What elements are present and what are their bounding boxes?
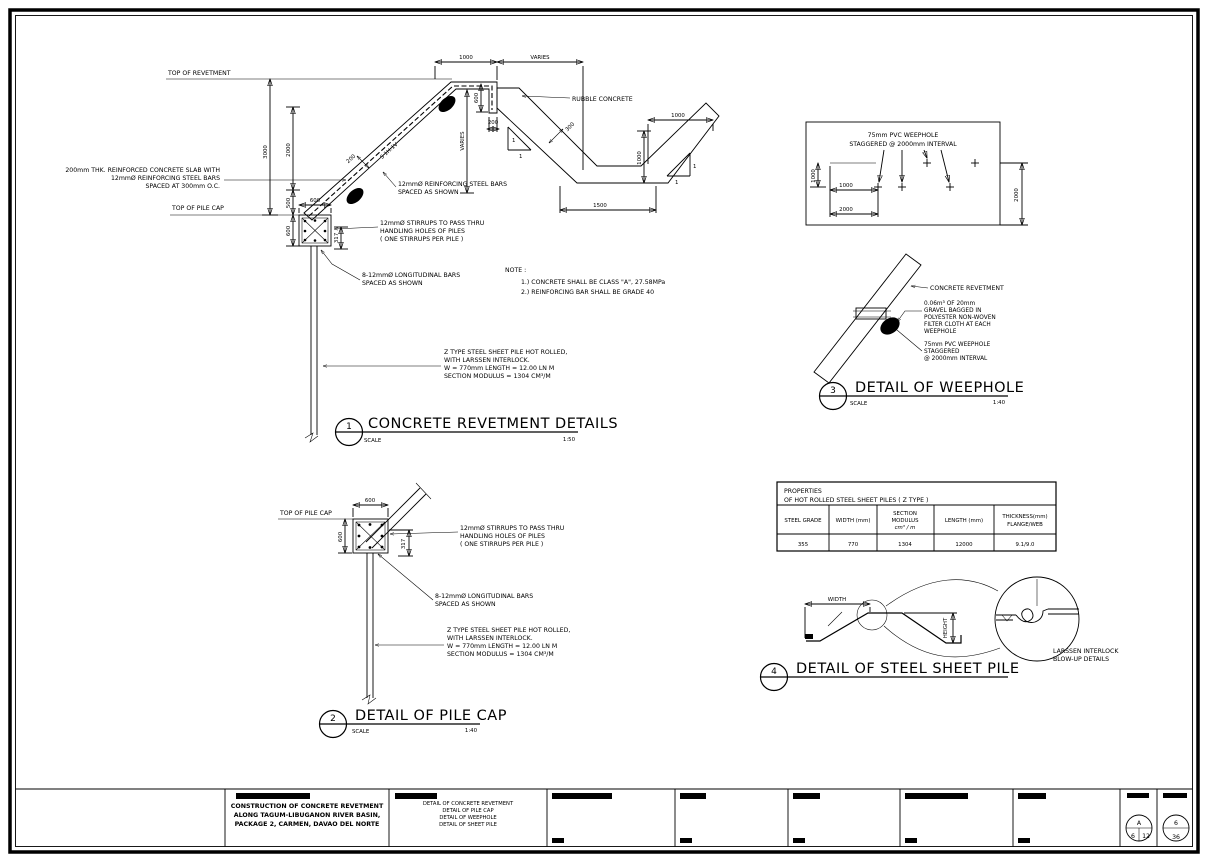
- stirrup-note-3: ( ONE STIRRUPS PER PILE ): [380, 236, 464, 243]
- d2-stirrup-2: HANDLING HOLES OF PILES: [460, 533, 545, 540]
- cell-length: 12000: [955, 542, 973, 548]
- dim-right-1000-top: 1000: [671, 113, 685, 119]
- project-title-2: ALONG TAGUM-LIBUGANON RIVER BASIN,: [233, 812, 381, 819]
- left-dimension-chain: [262, 79, 300, 246]
- rebar-note-leader: [383, 172, 396, 187]
- pile-note-2: WITH LARSSEN INTERLOCK.: [444, 357, 530, 364]
- d3-pipe-3: @ 2000mm INTERVAL: [924, 356, 988, 362]
- rebar-note-2: SPACED AS SHOWN: [398, 189, 459, 196]
- note-item-1: 1.) CONCRETE SHALL BE CLASS "A", 27.58MPa: [521, 279, 666, 286]
- d2-dim-600h: 600: [338, 531, 344, 543]
- dim-wall-200: 200: [487, 120, 499, 126]
- stirrup-note-2: HANDLING HOLES OF PILES: [380, 228, 465, 235]
- slope-1v-left: 1: [512, 138, 516, 144]
- d2-pile-break-symbol: [362, 695, 376, 704]
- weephole-marks: [874, 159, 979, 191]
- d3-gravel-5: WEEPHOLE: [924, 329, 957, 335]
- dim-rubble-300: 300: [564, 121, 577, 134]
- d2-pile-note-4: SECTION MODULUS = 1304 CM³/M: [447, 651, 554, 658]
- dim-wall-600: 600: [474, 92, 480, 104]
- detail-3-scale-value: 1:40: [992, 400, 1005, 406]
- detail-3-weephole: [814, 254, 1024, 410]
- slab-note-3: SPACED AT 300mm O.C.: [145, 183, 220, 190]
- dim-2000: 2000: [286, 143, 292, 157]
- d3-pipe-2: STAGGERED: [924, 349, 960, 355]
- dim-top-1000: 1000: [459, 55, 473, 61]
- d3-revetment-leader: [911, 286, 928, 288]
- detail-4-title: DETAIL OF STEEL SHEET PILE: [796, 661, 1020, 677]
- dim-1500: 1500: [593, 203, 607, 209]
- detail-1-scale-label: SCALE: [364, 438, 382, 444]
- steel-sheet-pile-section: [305, 246, 318, 442]
- detail-3-title: DETAIL OF WEEPHOLE: [855, 380, 1025, 396]
- d2-stirrup-3: ( ONE STIRRUPS PER PILE ): [460, 541, 544, 548]
- blowup-label-2: BLOW-UP DETAILS: [1053, 656, 1110, 663]
- rubble-concrete-label: RUBBLE CONCRETE: [572, 96, 633, 103]
- col-thickness-1: THICKNESS(mm): [1002, 514, 1048, 520]
- weephole-leaders: [879, 150, 949, 182]
- detail-3-scale-label: SCALE: [850, 401, 868, 407]
- left-interlock-knob: [805, 634, 813, 639]
- project-title-1: CONSTRUCTION OF CONCRETE REVETMENT: [230, 803, 384, 810]
- pile-note-3: W = 770mm LENGTH = 12.00 LN M: [444, 365, 555, 372]
- dim-varies-vertical: VARIES: [460, 131, 466, 151]
- d2-dim-600w: 600: [364, 498, 376, 504]
- weephole-plan-label-2: STAGGERED @ 2000mm INTERVAL: [849, 141, 957, 148]
- col-section-3: cm³ / m: [894, 525, 916, 531]
- slab-note-1: 200mm THK. REINFORCED CONCRETE SLAB WITH: [65, 167, 220, 174]
- pile-cap-section: [299, 215, 331, 246]
- wp-dim-2000-v: 2000: [1014, 188, 1020, 202]
- sheet-total: 36: [1172, 834, 1180, 841]
- d2-longbar-2: SPACED AS SHOWN: [435, 601, 496, 608]
- cell-width: 770: [847, 542, 859, 548]
- d3-gravel-4: FILTER CLOTH AT EACH: [924, 322, 991, 328]
- height-dim: [904, 613, 957, 643]
- width-dim: [805, 604, 870, 638]
- col-length: LENGTH (mm): [944, 518, 984, 524]
- height-label: HEIGHT: [943, 617, 949, 639]
- cap-width-dim: [299, 205, 331, 213]
- blowup-connector-bottom: [884, 626, 1000, 657]
- detail-4-steel-sheet-pile: [760, 577, 1119, 691]
- pile-note-4: SECTION MODULUS = 1304 CM³/M: [444, 373, 551, 380]
- rev-num-left: 6: [1131, 833, 1135, 840]
- pile-note-1: Z TYPE STEEL SHEET PILE HOT ROLLED,: [444, 349, 568, 356]
- weephole-plan-dims: [810, 163, 1028, 225]
- d2-sheet-pile: [362, 553, 376, 704]
- d2-pile-note-2: WITH LARSSEN INTERLOCK.: [447, 635, 533, 642]
- col-steel-grade: STEEL GRADE: [784, 518, 822, 524]
- wp-dim-1000-v: 1000: [811, 169, 817, 183]
- detail-3-number: 3: [830, 386, 836, 396]
- sheet-num: 6: [1174, 820, 1178, 827]
- d2-dim-317: 317: [401, 538, 407, 550]
- project-title-3: PACKAGE 2, CARMEN, DAVAO DEL NORTE: [234, 821, 380, 828]
- wp-dim-1000-h: 1000: [839, 183, 853, 189]
- d3-revetment-label: CONCRETE REVETMENT: [930, 285, 1004, 292]
- table-title-2: OF HOT ROLLED STEEL SHEET PILES ( Z TYPE ): [784, 497, 929, 504]
- weephole-plan-label-1: 75mm PVC WEEPHOLE: [867, 132, 939, 139]
- sheet-number-bubble: [1163, 815, 1189, 841]
- d2-pile-note-1: Z TYPE STEEL SHEET PILE HOT ROLLED,: [447, 627, 571, 634]
- title-block: [16, 789, 1193, 847]
- top-of-pile-cap-label: TOP OF PILE CAP: [172, 205, 224, 212]
- d2-pile-cap-section: [353, 519, 388, 553]
- detail-3-caption: [819, 380, 1024, 410]
- dim-cap-width: 600: [309, 198, 321, 204]
- sheet-content-1: DETAIL OF CONCRETE REVETMENT: [422, 801, 514, 807]
- blowup-connector-top: [886, 580, 998, 606]
- dim-3000: 3000: [263, 145, 269, 159]
- cell-steel-grade: 355: [797, 542, 809, 548]
- slab-thickness-arrow: [357, 156, 369, 168]
- detail-2-pile-cap: [278, 483, 570, 738]
- cell-thickness: 9.1/9.0: [1015, 542, 1035, 548]
- detail-1-title: CONCRETE REVETMENT DETAILS: [368, 416, 619, 432]
- pile-break-symbol: [305, 433, 318, 442]
- sheet-content-4: DETAIL OF SHEET PILE: [439, 822, 497, 828]
- detail-1-caption: [335, 416, 618, 446]
- d2-diagonal-pile: [366, 483, 431, 548]
- dim-500: 500: [286, 197, 292, 209]
- detail-4-number: 4: [771, 667, 777, 677]
- d3-gravel-leader: [897, 311, 922, 322]
- dim-slab-200: 200: [345, 153, 358, 165]
- rev-num-right: 12: [1142, 833, 1150, 840]
- top-dimension-chain: [435, 62, 583, 170]
- dim-top-varies: VARIES: [530, 55, 550, 61]
- detail-2-title: DETAIL OF PILE CAP: [355, 708, 507, 724]
- table-title-1: PROPERTIES: [784, 488, 822, 495]
- detail-2-caption: [319, 708, 507, 738]
- d3-gravel-3: POLYESTER NON-WOVEN: [924, 315, 996, 321]
- concrete-slab-section: [304, 82, 497, 220]
- d3-pipe-1: 75mm PVC WEEPHOLE: [924, 342, 991, 348]
- rev-letter: A: [1136, 820, 1142, 827]
- wp-dim-2000-h: 2000: [839, 207, 853, 213]
- slope-label: S 1H:1V: [379, 141, 400, 161]
- rubble-thickness-arrow: [549, 129, 563, 143]
- slope-1h-left: 1: [519, 154, 523, 160]
- rebar-note-1: 12mmØ REINFORCING STEEL BARS: [398, 181, 508, 188]
- dim-right-1000-v: 1000: [637, 151, 643, 165]
- d2-stirrup-leader: [390, 532, 458, 534]
- slope-1h-right: 1: [675, 180, 679, 186]
- dim-cap-height: 600: [286, 225, 292, 237]
- stirrup-note-1: 12mmØ STIRRUPS TO PASS THRU: [380, 220, 485, 227]
- flat-bottom-dim: [560, 186, 656, 213]
- longbar-note-2: SPACED AS SHOWN: [362, 280, 423, 287]
- z-pile-profile: [806, 613, 961, 643]
- d2-stirrup-1: 12mmØ STIRRUPS TO PASS THRU: [460, 525, 565, 532]
- sheet-content-2: DETAIL OF PILE CAP: [442, 808, 494, 814]
- detail-1-scale-value: 1:50: [562, 437, 575, 443]
- properties-table: [777, 482, 1056, 551]
- larssen-interlock-glyph: [996, 579, 1079, 623]
- d2-longbar-1: 8-12mmØ LONGITUDINAL BARS: [435, 593, 534, 600]
- blowup-label-1: LARSSEN INTERLOCK: [1053, 648, 1119, 655]
- detail-2-number: 2: [330, 714, 336, 724]
- detail-1-number: 1: [346, 422, 352, 432]
- slab-note-2: 12mmØ REINFORCING STEEL BARS: [110, 175, 220, 182]
- d2-pile-note-3: W = 770mm LENGTH = 12.00 LN M: [447, 643, 558, 650]
- longbar-note-leader: [321, 250, 360, 280]
- col-section-1: SECTION: [893, 511, 917, 517]
- detail-2-scale-label: SCALE: [352, 729, 370, 735]
- cell-section: 1304: [898, 542, 912, 548]
- detail-1-concrete-revetment: [65, 55, 719, 446]
- top-of-revetment-label: TOP OF REVETMENT: [168, 70, 231, 77]
- note-title: NOTE :: [505, 267, 527, 274]
- longbar-note-1: 8-12mmØ LONGITUDINAL BARS: [362, 272, 461, 279]
- sheet-content-3: DETAIL OF WEEPHOLE: [439, 815, 497, 821]
- dim-317: 317: [334, 232, 340, 244]
- weephole-layout-plan: [806, 122, 1028, 225]
- revision-bubble: [1126, 815, 1152, 841]
- col-thickness-2: FLANGE/WEB: [1007, 522, 1043, 528]
- d3-gravel-2: GRAVEL BAGGED IN: [924, 308, 982, 314]
- d3-gravel-1: 0.06m³ OF 20mm: [924, 301, 976, 307]
- note-item-2: 2.) REINFORCING BAR SHALL BE GRADE 40: [521, 289, 655, 296]
- detail-4-caption: [760, 661, 1020, 691]
- d2-top-of-pile-cap-label: TOP OF PILE CAP: [280, 510, 332, 517]
- col-width: WIDTH (mm): [835, 518, 871, 524]
- slope-1v-right: 1: [693, 164, 697, 170]
- magnifier-circle: [857, 600, 887, 630]
- detail-2-scale-value: 1:40: [464, 728, 477, 734]
- slope-triangle-right: [667, 153, 690, 176]
- revetment-slab-band: [814, 254, 921, 383]
- width-label: WIDTH: [827, 597, 847, 603]
- col-section-2: MODULUS: [891, 518, 919, 524]
- d2-longbar-leader: [378, 554, 433, 600]
- d3-pipe-leader: [891, 325, 922, 351]
